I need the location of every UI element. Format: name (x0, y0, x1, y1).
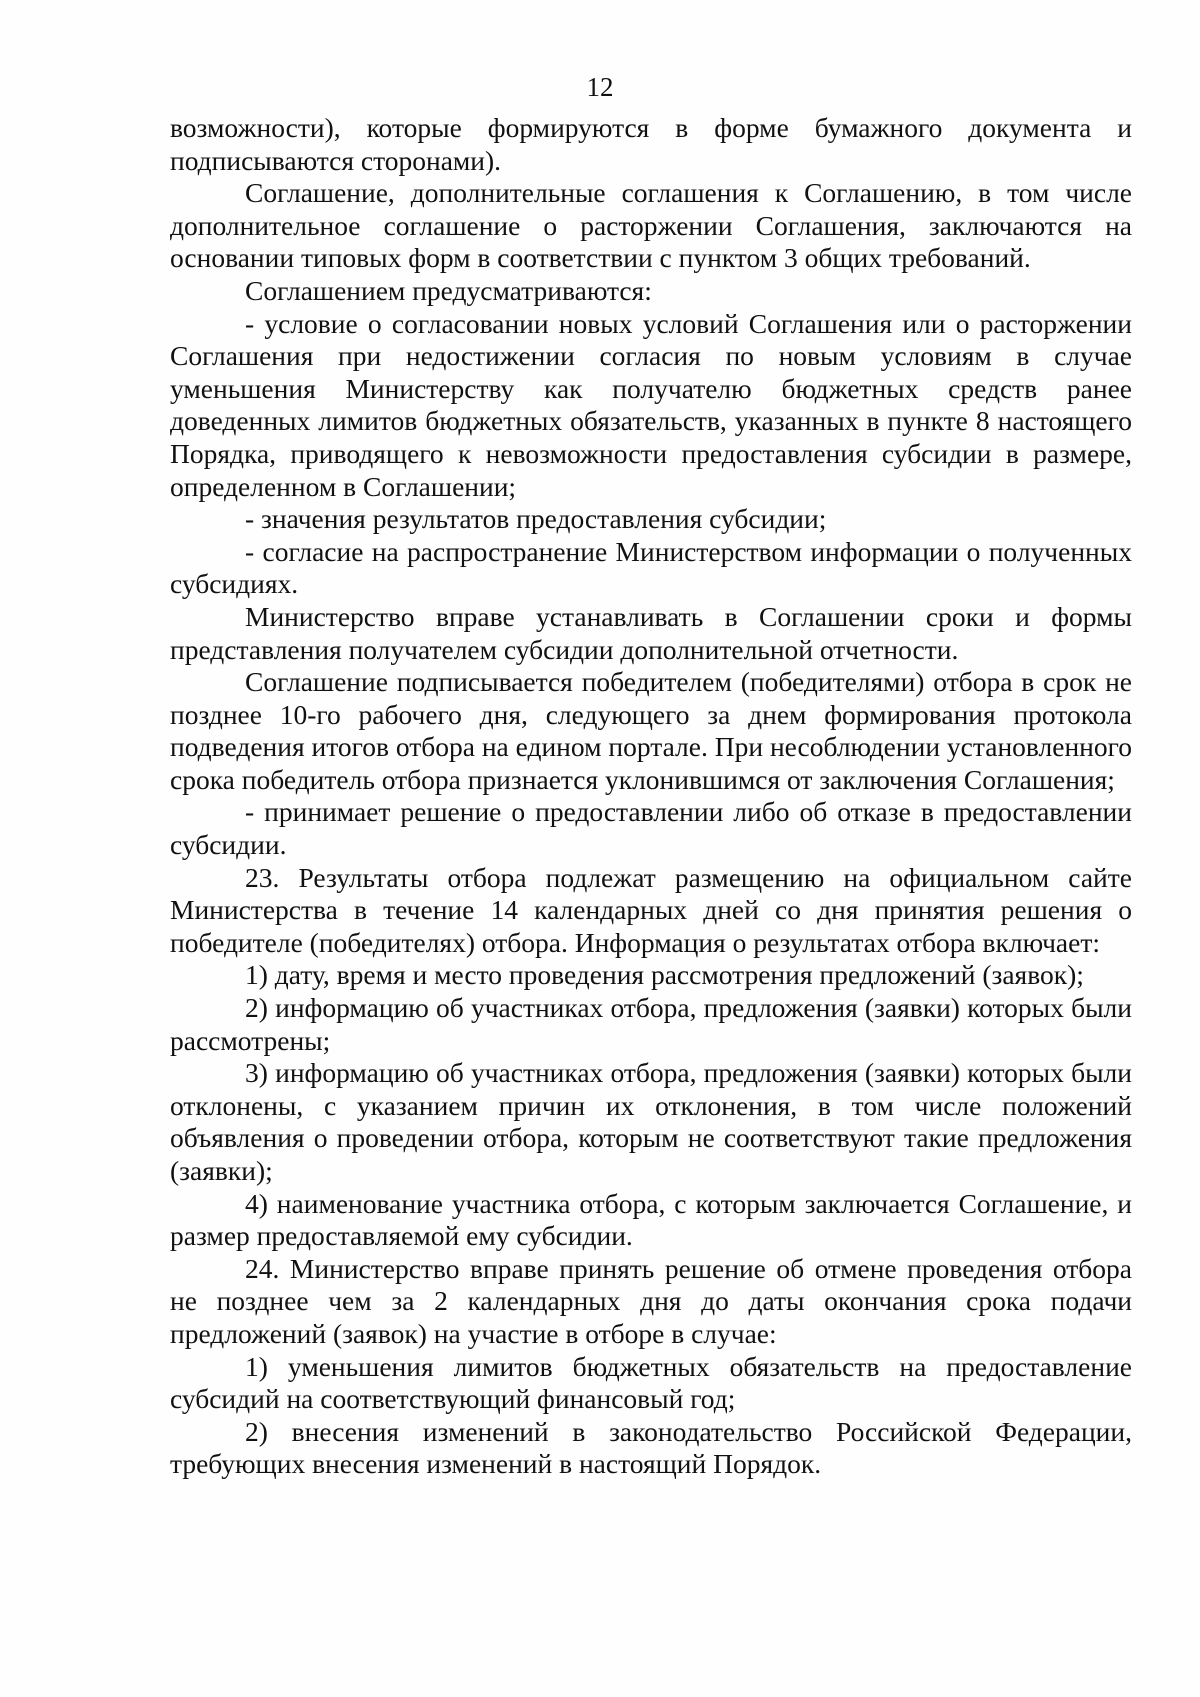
list-item: 4) наименование участника отбора, с которым заключается Соглашение, и размер предоставляемой ему субсидии. (170, 1187, 1132, 1252)
paragraph: Соглашением предусматриваются: (245, 274, 652, 306)
paragraph: Соглашение, дополнительные соглашения к Соглашению, в том числе дополнительное соглашение о расторжении Соглашения, заключаются на основании типовых форм в соответствии с пунктом 3 общих требований. (170, 177, 1132, 274)
paragraph: Соглашение подписывается победителем (победителями) отбора в срок не позднее 10-го рабочего дня, следующего за днем формирования протокола подведения итогов отбора на едином портале. При несоблюдении установленного срока победитель отбора признается уклонившимся от заключения Соглашения; (170, 666, 1132, 795)
list-item: - значения результатов предоставления субсидии; (245, 503, 827, 535)
list-item: 1) дату, время и место проведения рассмотрения предложений (заявок); (245, 959, 1084, 991)
list-item: - условие о согласовании новых условий Соглашения или о расторжении Соглашения при недостижении согласия по новым условиям в случае уменьшения Министерству как получателю бюджетных средств ранее доведенных лимитов бюджетных обязательств, указанных в пункте 8 настоящего Порядка, приводящего к невозможности предоставления субсидии в размере, определенном в Соглашении; (170, 307, 1132, 502)
list-item: 2) внесения изменений в законодательство Российской Федерации, требующих внесения изменений в настоящий Порядок. (170, 1415, 1132, 1480)
list-item: - принимает решение о предоставлении либо об отказе в предоставлении субсидии. (170, 796, 1132, 861)
paragraph: возможности), которые формируются в форме бумажного документа и подписываются сторонами). (170, 112, 1132, 176)
paragraph: 24. Министерство вправе принять решение об отмене проведения отбора не позднее чем за 2 календарных дня до даты окончания срока подачи предложений (заявок) на участие в отборе в случае: (170, 1252, 1132, 1349)
page-number: 12 (586, 72, 614, 102)
list-item: 3) информацию об участниках отбора, предложения (заявки) которых были отклонены, с указанием причин их отклонения, в том числе положений объявления о проведении отбора, которым не соответствуют такие предложения (заявки); (170, 1057, 1132, 1186)
paragraph: 23. Результаты отбора подлежат размещению на официальном сайте Министерства в течение 14 календарных дней со дня принятия решения о победителе (победителях) отбора. Информация о результатах отбора включает: (170, 861, 1132, 958)
document-body (170, 112, 1132, 1481)
list-item: 1) уменьшения лимитов бюджетных обязательств на предоставление субсидий на соответствующий финансовый год; (170, 1350, 1132, 1415)
list-item: - согласие на распространение Министерством информации о полученных субсидиях. (170, 535, 1132, 600)
paragraph: Министерство вправе устанавливать в Соглашении сроки и формы представления получателем субсидии дополнительной отчетности. (170, 600, 1132, 665)
list-item: 2) информацию об участниках отбора, предложения (заявки) которых были рассмотрены; (170, 992, 1132, 1056)
